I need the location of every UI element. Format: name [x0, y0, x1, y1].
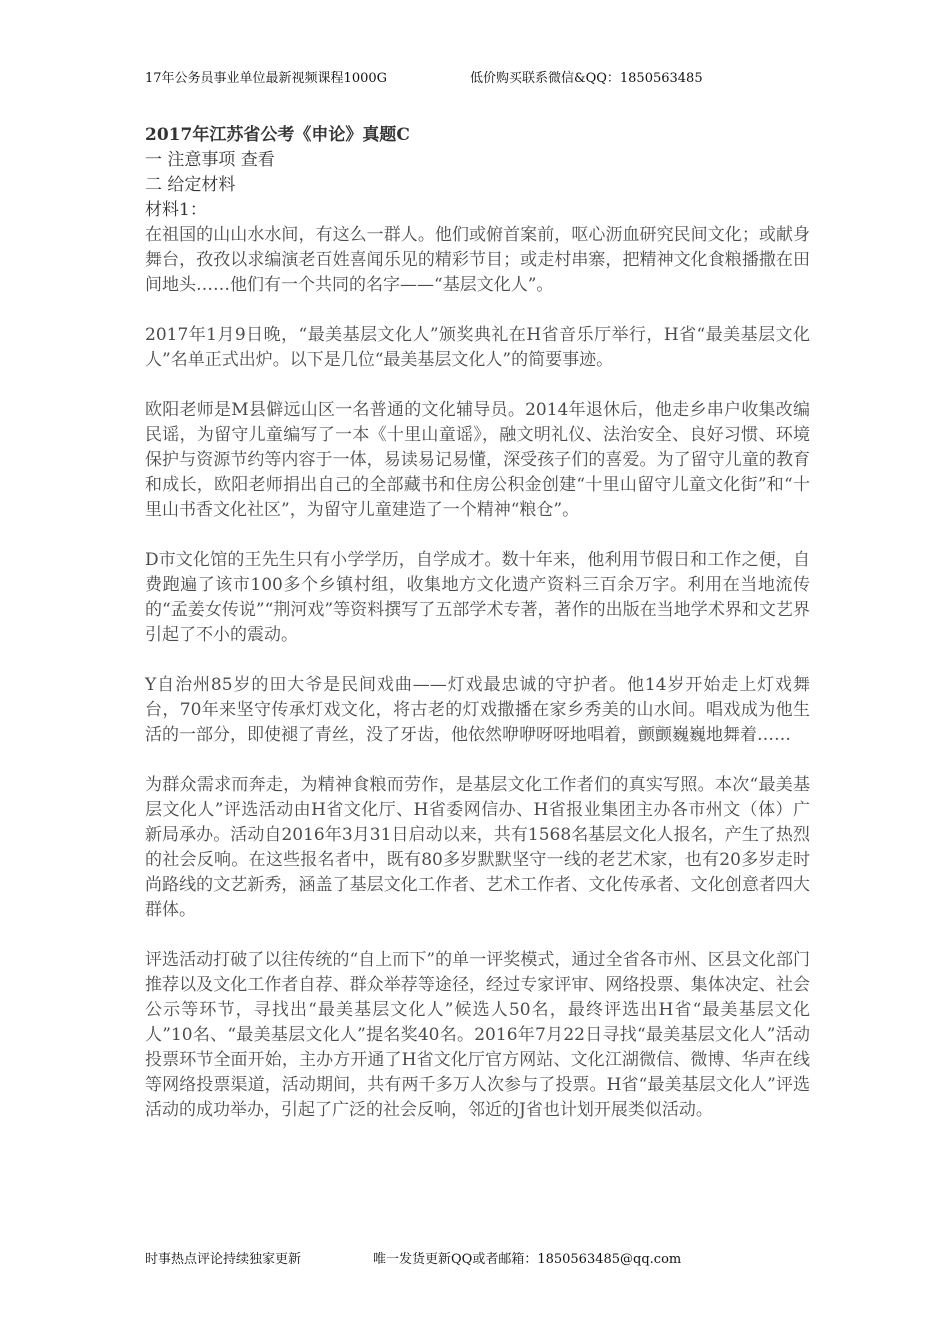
page-header — [145, 67, 845, 86]
paragraph: 2017年1月9日晚，“最美基层文化人”颁奖典礼在H省音乐厅举行，H省“最美基层文化人”名单正式出炉。以下是几位“最美基层文化人”的简要事迹。 — [145, 325, 810, 370]
paragraph: Y自治州85岁的田大爷是民间戏曲——灯戏最忠诚的守护者。他14岁开始走上灯戏舞台，70年来坚守传承灯戏文化，将古老的灯戏撒播在家乡秀美的山水间。唱戏成为他生活的一部分，即使褪了青丝，没了牙齿，他依然咿咿呀呀地唱着，颤颤巍巍地舞着…… — [145, 675, 810, 745]
header-right-text: 低价购买联系微信&QQ：1850563485 — [470, 71, 703, 86]
document-body — [145, 123, 810, 1123]
section-materials: 二 给定材料 — [145, 175, 236, 195]
section-notes: 一 注意事项 查看 — [145, 150, 275, 170]
header-left-text: 17年公务员事业单位最新视频课程1000G — [145, 71, 388, 86]
paragraph: 评选活动打破了以往传统的“自上而下”的单一评奖模式，通过全省各市州、区县文化部门推荐以及文化工作者自荐、群众举荐等途径，经过专家评审、网络投票、集体决定、社会公示等环节，寻找出“最美基层文化人”候选人50名，最终评选出H省“最美基层文化人”10名、“最美基层文化人”提名奖40名。2016年7月22日寻找“最美基层文化人”活动投票环节全面开始，主办方开通了H省文化厅官方网站、文化江湖微信、微博、华声在线等网络投票渠道，活动期间，共有两千多万人次参与了投票。H省“最美基层文化人”评选活动的成功举办，引起了广泛的社会反响，邻近的J省也计划开展类似活动。 — [145, 950, 810, 1120]
footer-right-text: 唯一发货更新QQ或者邮箱：1850563485@qq.com — [373, 1252, 682, 1267]
footer-left-text: 时事热点评论持续独家更新 — [145, 1252, 302, 1267]
paragraph: 在祖国的山山水水间，有这么一群人。他们或俯首案前，呕心沥血研究民间文化；或献身舞台，孜孜以求编演老百姓喜闻乐见的精彩节目；或走村串寨，把精神文化食粮播撒在田间地头……他们有一个共同的名字——“基层文化人”。 — [145, 225, 810, 295]
paragraph: 欧阳老师是M县僻远山区一名普通的文化辅导员。2014年退休后，他走乡串户收集改编民谣，为留守儿童编写了一本《十里山童谣》，融文明礼仪、法治安全、良好习惯、环境保护与资源节约等内容于一体，易读易记易懂，深受孩子们的喜爱。为了留守儿童的教育和成长，欧阳老师捐出自己的全部藏书和住房公积金创建“十里山留守儿童文化街”和“十里山书香文化社区”，为留守儿童建造了一个精神“粮仓”。 — [145, 400, 810, 520]
paragraph: D市文化馆的王先生只有小学学历，自学成才。数十年来，他利用节假日和工作之便，自费跑遍了该市100多个乡镇村组，收集地方文化遗产资料三百余万字。利用在当地流传的“孟姜女传说”“荆河戏”等资料撰写了五部学术专著，著作的出版在当地学术界和文艺界引起了不小的震动。 — [145, 550, 810, 645]
document-heading — [145, 123, 810, 223]
paragraph: 为群众需求而奔走，为精神食粮而劳作，是基层文化工作者们的真实写照。本次“最美基层文化人”评选活动由H省文化厅、H省委网信办、H省报业集团主办各市州文（体）广新局承办。活动自2016年3月31日启动以来，共有1568名基层文化人报名，产生了热烈的社会反响。在这些报名者中，既有80多岁默默坚守一线的老艺术家，也有20多岁走时尚路线的文艺新秀，涵盖了基层文化工作者、艺术工作者、文化传承者、文化创意者四大群体。 — [145, 775, 810, 920]
material-label: 材料1： — [145, 200, 207, 220]
page-footer — [145, 1248, 845, 1267]
document-title: 2017年江苏省公考《申论》真题C — [145, 125, 410, 145]
